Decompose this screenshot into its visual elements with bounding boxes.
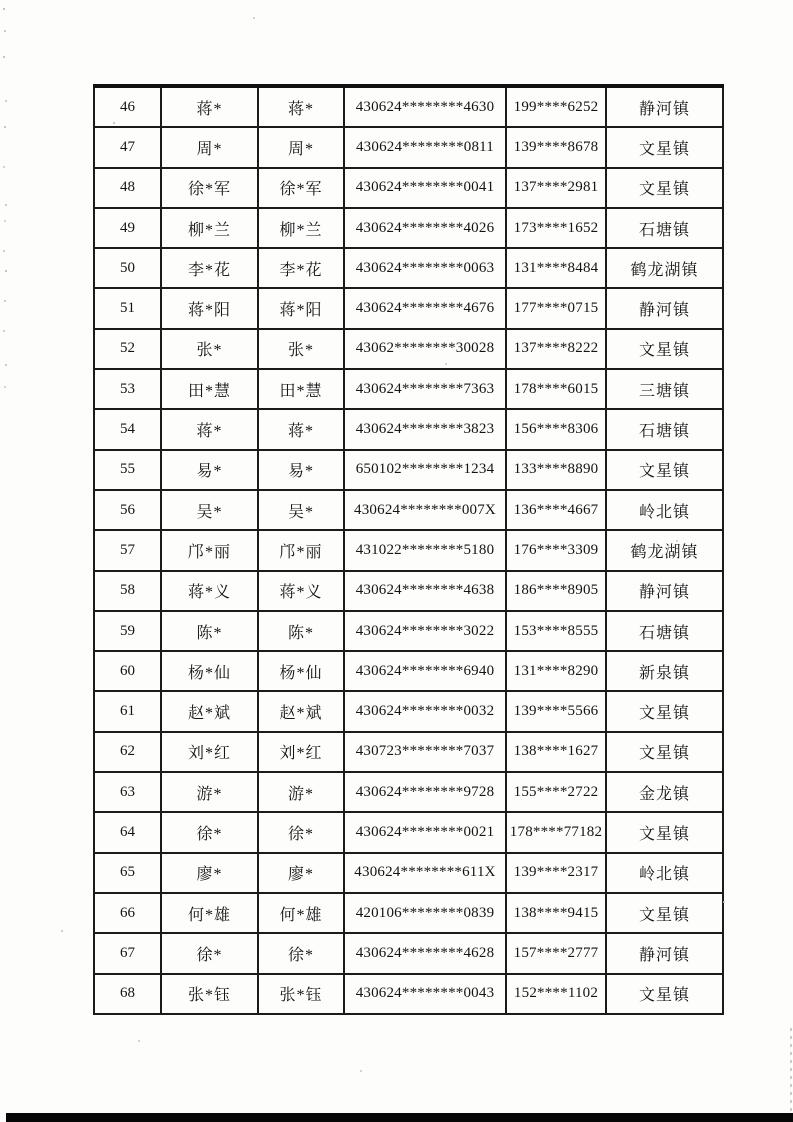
table-row [94, 974, 723, 1014]
cell-town: 文星镇 [606, 127, 723, 167]
cell-name: 陈* [161, 611, 258, 651]
cell-name: 赵*斌 [161, 691, 258, 731]
cell-town: 文星镇 [606, 732, 723, 772]
cell-phone: 152****1102 [506, 974, 606, 1014]
cell-phone: 137****8222 [506, 329, 606, 369]
cell-phone: 199****6252 [506, 86, 606, 127]
cell-name: 蒋*阳 [161, 288, 258, 328]
cell-no: 57 [94, 530, 161, 570]
cell-name2: 邝*丽 [258, 530, 344, 570]
table-row [94, 933, 723, 973]
cell-id_number: 430624********4630 [344, 86, 506, 127]
cell-town: 石塘镇 [606, 208, 723, 248]
cell-no: 66 [94, 893, 161, 933]
cell-town: 静河镇 [606, 933, 723, 973]
cell-name: 杨*仙 [161, 651, 258, 691]
cell-name: 蒋*义 [161, 571, 258, 611]
cell-name2: 徐* [258, 933, 344, 973]
cell-name2: 赵*斌 [258, 691, 344, 731]
cell-name: 易* [161, 450, 258, 490]
cell-town: 鹤龙湖镇 [606, 530, 723, 570]
cell-no: 63 [94, 772, 161, 812]
cell-name2: 游* [258, 772, 344, 812]
scan-left-edge-speckles [3, 8, 5, 10]
table-row [94, 248, 723, 288]
cell-name2: 徐*军 [258, 168, 344, 208]
cell-id_number: 430624********4026 [344, 208, 506, 248]
cell-no: 53 [94, 369, 161, 409]
table-row [94, 772, 723, 812]
cell-id_number: 430624********4676 [344, 288, 506, 328]
cell-name2: 杨*仙 [258, 651, 344, 691]
cell-id_number: 650102********1234 [344, 450, 506, 490]
cell-name2: 蒋* [258, 409, 344, 449]
cell-name: 徐*军 [161, 168, 258, 208]
table-row [94, 329, 723, 369]
cell-town: 文星镇 [606, 812, 723, 852]
cell-phone: 139****5566 [506, 691, 606, 731]
cell-no: 59 [94, 611, 161, 651]
cell-name: 邝*丽 [161, 530, 258, 570]
cell-no: 67 [94, 933, 161, 973]
cell-id_number: 430624********0032 [344, 691, 506, 731]
cell-name: 刘*红 [161, 732, 258, 772]
cell-id_number: 430624********007X [344, 490, 506, 530]
table-row [94, 571, 723, 611]
table-row [94, 651, 723, 691]
cell-id_number: 430624********0063 [344, 248, 506, 288]
cell-no: 47 [94, 127, 161, 167]
cell-name: 田*慧 [161, 369, 258, 409]
cell-town: 石塘镇 [606, 611, 723, 651]
cell-name: 张*钰 [161, 974, 258, 1014]
cell-no: 68 [94, 974, 161, 1014]
cell-name2: 吴* [258, 490, 344, 530]
cell-phone: 139****2317 [506, 853, 606, 893]
cell-no: 46 [94, 86, 161, 127]
cell-id_number: 430624********4638 [344, 571, 506, 611]
cell-town: 文星镇 [606, 329, 723, 369]
cell-id_number: 430624********6940 [344, 651, 506, 691]
cell-town: 三塘镇 [606, 369, 723, 409]
cell-no: 55 [94, 450, 161, 490]
cell-phone: 176****3309 [506, 530, 606, 570]
cell-name2: 蒋*阳 [258, 288, 344, 328]
table-row [94, 893, 723, 933]
cell-phone: 139****8678 [506, 127, 606, 167]
cell-name2: 柳*兰 [258, 208, 344, 248]
cell-phone: 178****6015 [506, 369, 606, 409]
cell-town: 文星镇 [606, 168, 723, 208]
cell-id_number: 430624********7363 [344, 369, 506, 409]
cell-town: 石塘镇 [606, 409, 723, 449]
cell-id_number: 430624********0021 [344, 812, 506, 852]
cell-no: 56 [94, 490, 161, 530]
cell-phone: 133****8890 [506, 450, 606, 490]
cell-town: 静河镇 [606, 288, 723, 328]
cell-town: 文星镇 [606, 450, 723, 490]
cell-phone: 138****9415 [506, 893, 606, 933]
table-row [94, 812, 723, 852]
table-row [94, 853, 723, 893]
cell-no: 62 [94, 732, 161, 772]
cell-id_number: 430624********0041 [344, 168, 506, 208]
cell-name: 游* [161, 772, 258, 812]
cell-name: 何*雄 [161, 893, 258, 933]
cell-name: 张* [161, 329, 258, 369]
cell-no: 60 [94, 651, 161, 691]
cell-no: 58 [94, 571, 161, 611]
cell-town: 鹤龙湖镇 [606, 248, 723, 288]
cell-name: 吴* [161, 490, 258, 530]
cell-name: 徐* [161, 812, 258, 852]
cell-name2: 周* [258, 127, 344, 167]
table-row [94, 288, 723, 328]
roster-table-body [94, 86, 723, 1014]
cell-name2: 易* [258, 450, 344, 490]
cell-no: 52 [94, 329, 161, 369]
cell-id_number: 430624********4628 [344, 933, 506, 973]
cell-no: 48 [94, 168, 161, 208]
table-row [94, 732, 723, 772]
masked-roster-table-wrap [93, 84, 724, 1015]
cell-phone: 178****77182 [506, 812, 606, 852]
cell-name: 蒋* [161, 86, 258, 127]
cell-town: 文星镇 [606, 974, 723, 1014]
cell-town: 新泉镇 [606, 651, 723, 691]
table-row [94, 409, 723, 449]
cell-no: 64 [94, 812, 161, 852]
cell-name2: 廖* [258, 853, 344, 893]
cell-name: 廖* [161, 853, 258, 893]
cell-no: 54 [94, 409, 161, 449]
table-row [94, 127, 723, 167]
table-row [94, 168, 723, 208]
cell-phone: 138****1627 [506, 732, 606, 772]
cell-name2: 陈* [258, 611, 344, 651]
cell-town: 岭北镇 [606, 490, 723, 530]
masked-roster-table [93, 84, 724, 1015]
cell-phone: 131****8484 [506, 248, 606, 288]
table-row [94, 369, 723, 409]
cell-phone: 157****2777 [506, 933, 606, 973]
cell-town: 岭北镇 [606, 853, 723, 893]
cell-no: 50 [94, 248, 161, 288]
cell-no: 51 [94, 288, 161, 328]
cell-id_number: 430624********9728 [344, 772, 506, 812]
scan-right-edge-speckles [790, 1028, 792, 1112]
cell-name: 徐* [161, 933, 258, 973]
cell-phone: 153****8555 [506, 611, 606, 651]
table-row [94, 530, 723, 570]
scan-dust-speckles [113, 122, 115, 124]
cell-phone: 155****2722 [506, 772, 606, 812]
table-row [94, 691, 723, 731]
cell-id_number: 43062********30028 [344, 329, 506, 369]
cell-name: 周* [161, 127, 258, 167]
cell-name: 李*花 [161, 248, 258, 288]
cell-name2: 刘*红 [258, 732, 344, 772]
cell-id_number: 431022********5180 [344, 530, 506, 570]
cell-name2: 蒋* [258, 86, 344, 127]
table-row [94, 208, 723, 248]
cell-phone: 186****8905 [506, 571, 606, 611]
cell-name2: 张*钰 [258, 974, 344, 1014]
cell-phone: 156****8306 [506, 409, 606, 449]
cell-name2: 蒋*义 [258, 571, 344, 611]
table-row [94, 450, 723, 490]
cell-town: 静河镇 [606, 86, 723, 127]
cell-phone: 136****4667 [506, 490, 606, 530]
cell-name2: 张* [258, 329, 344, 369]
cell-town: 文星镇 [606, 691, 723, 731]
cell-phone: 137****2981 [506, 168, 606, 208]
scan-bottom-edge-bar [6, 1113, 793, 1122]
table-row [94, 490, 723, 530]
cell-name2: 李*花 [258, 248, 344, 288]
cell-name2: 何*雄 [258, 893, 344, 933]
cell-id_number: 430624********3022 [344, 611, 506, 651]
cell-name: 蒋* [161, 409, 258, 449]
cell-id_number: 430624********0043 [344, 974, 506, 1014]
cell-id_number: 420106********0839 [344, 893, 506, 933]
cell-town: 文星镇 [606, 893, 723, 933]
cell-phone: 131****8290 [506, 651, 606, 691]
cell-town: 静河镇 [606, 571, 723, 611]
cell-name2: 徐* [258, 812, 344, 852]
cell-town: 金龙镇 [606, 772, 723, 812]
cell-no: 49 [94, 208, 161, 248]
cell-id_number: 430624********611X [344, 853, 506, 893]
cell-phone: 173****1652 [506, 208, 606, 248]
cell-id_number: 430624********3823 [344, 409, 506, 449]
cell-id_number: 430723********7037 [344, 732, 506, 772]
cell-name2: 田*慧 [258, 369, 344, 409]
cell-no: 65 [94, 853, 161, 893]
table-row [94, 86, 723, 127]
cell-id_number: 430624********0811 [344, 127, 506, 167]
cell-name: 柳*兰 [161, 208, 258, 248]
cell-no: 61 [94, 691, 161, 731]
cell-phone: 177****0715 [506, 288, 606, 328]
table-row [94, 611, 723, 651]
